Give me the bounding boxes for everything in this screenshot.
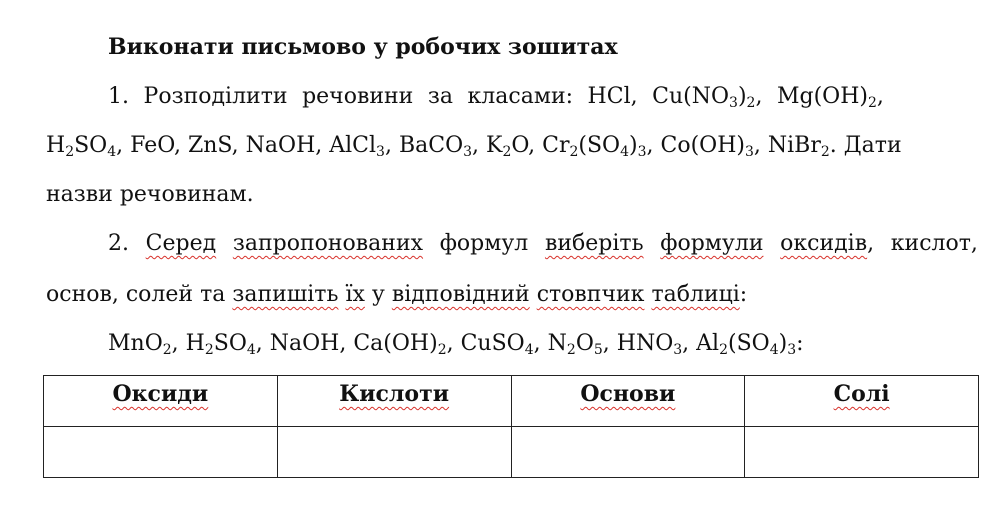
task2-word: виберіть [544, 231, 644, 256]
task2-word-oxides: оксидів [780, 231, 868, 256]
task2-word: формул [439, 231, 529, 256]
table-row [44, 427, 979, 478]
task2-word: формули [660, 231, 764, 256]
task1-word: речовини [302, 84, 414, 109]
task2-formulas: MnO$_2$, $H_2SO_4$, NaOH, $Ca(OH)_2$, CuSO$_4$, $N_2O_5$, $HNO_3$, $Al_2(SO_4)_3$: [108, 331, 804, 358]
task1-word: класами: [467, 84, 574, 109]
table-cell[interactable] [44, 427, 278, 478]
table-cell[interactable] [745, 427, 979, 478]
assignment-heading: Виконати письмово у робочих зошитах [108, 34, 618, 60]
table-cell[interactable] [277, 427, 511, 478]
table-header-cell: Солі [745, 376, 979, 427]
classification-table [43, 375, 979, 478]
task2-number: 2. [108, 231, 129, 256]
table-header-cell: Оксиди [44, 376, 278, 427]
task2-word: оксидів, [780, 231, 875, 256]
task1-formula: $Mg(OH)_2$, [776, 84, 884, 111]
task1-line1 [108, 83, 884, 111]
task2-line2: основ, солей та запишіть їх у відповідний стовпчик таблиці: [46, 282, 748, 307]
task2-line1 [108, 230, 978, 258]
task1-word: за [427, 84, 454, 109]
table-header-cell: Основи [511, 376, 745, 427]
task1-line2: $H_2SO_4$, FeO, ZnS, NaOH, AlCl$_3$, BaCO$_3$, $K_2O$, $Cr_2(SO_4)_3$, $Co(OH)_3$, NiBr$_2$. Дати [46, 133, 902, 160]
task1-word: HCl, [587, 84, 638, 109]
task2-word: кислот, [890, 231, 978, 256]
task1-line3: назви речовинам. [46, 182, 254, 207]
task2-word: запропонованих [232, 231, 424, 256]
task1-formula: $Cu(NO_3)_2$, [652, 84, 763, 111]
task2-word: Серед [145, 231, 217, 256]
table-cell[interactable] [511, 427, 745, 478]
task1-number: 1. [108, 84, 129, 109]
table-header-cell: Кислоти [277, 376, 511, 427]
task1-word: Розподілити [143, 84, 288, 109]
table-header-row [44, 376, 979, 427]
